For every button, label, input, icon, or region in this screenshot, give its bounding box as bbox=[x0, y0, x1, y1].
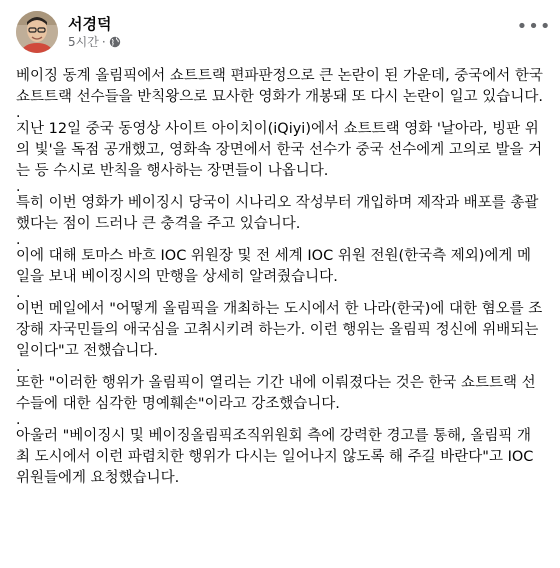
paragraph-1: 베이징 동계 올림픽에서 쇼트트랙 편파판정으로 큰 논란이 된 가운데, 중국에서 한국 쇼트트랙 선수들을 반칙왕으로 묘사한 영화가 개봉돼 또 다시 논란이 일고 있습니다. bbox=[16, 68, 543, 105]
avatar[interactable] bbox=[16, 11, 58, 53]
post-subline bbox=[68, 34, 544, 50]
globe-icon[interactable] bbox=[109, 36, 121, 48]
paragraph-3: 특히 이번 영화가 베이징시 당국이 시나리오 작성부터 개입하며 제작과 배포를 총괄했다는 점이 드러나 큰 충격을 주고 있습니다. bbox=[16, 195, 539, 232]
separator-4: . bbox=[16, 285, 21, 301]
avatar-image bbox=[16, 11, 58, 53]
post-meta bbox=[68, 14, 552, 50]
post-body bbox=[16, 66, 544, 489]
paragraph-2: 지난 12일 중국 동영상 사이트 아이치이(iQiyi)에서 쇼트트랙 영화 '날아라, 빙판 위의 빛'을 독점 공개했고, 영화속 장면에서 한국 선수가 중국 선수에게 고의로 발을 거는 등 수시로 반칙을 행사하는 장면들이 나옵니다. bbox=[16, 121, 543, 179]
separator-6: . bbox=[16, 412, 21, 428]
separator-5: . bbox=[16, 359, 21, 375]
author-name[interactable]: 서경덕 bbox=[68, 14, 112, 33]
separator-1: . bbox=[16, 105, 21, 121]
separator-3: . bbox=[16, 232, 21, 248]
post-header bbox=[16, 10, 552, 54]
paragraph-7: 아울러 "베이징시 및 베이징올림픽조직위원회 측에 강력한 경고를 통해, 올림픽 개최 도시에서 이런 파렴치한 행위가 다시는 일어나지 않도록 해 주길 바란다"고 IOC 위원들에게 요청했습니다. bbox=[16, 428, 534, 486]
more-options-icon[interactable]: ••• bbox=[516, 15, 552, 37]
paragraph-6: 또한 "이러한 행위가 올림픽이 열리는 기간 내에 이뤄졌다는 것은 한국 쇼트트랙 선수들에 대한 심각한 명예훼손"이라고 강조했습니다. bbox=[16, 375, 536, 412]
paragraph-5: 이번 메일에서 "어떻게 올림픽을 개최하는 도시에서 한 나라(한국)에 대한 혐오를 조장해 자국민들의 애국심을 고취시키려 하는가. 이런 행위는 올림픽 정신에 위배되는 일이다"고 전했습니다. bbox=[16, 301, 543, 359]
paragraph-4: 이에 대해 토마스 바흐 IOC 위원장 및 전 세계 IOC 위원 전원(한국측 제외)에게 메일을 보내 베이징시의 만행을 상세히 알려줬습니다. bbox=[16, 248, 532, 285]
separator-dot: · bbox=[101, 34, 106, 49]
post-time[interactable]: 5시간 bbox=[68, 34, 99, 49]
separator-2: . bbox=[16, 179, 21, 195]
